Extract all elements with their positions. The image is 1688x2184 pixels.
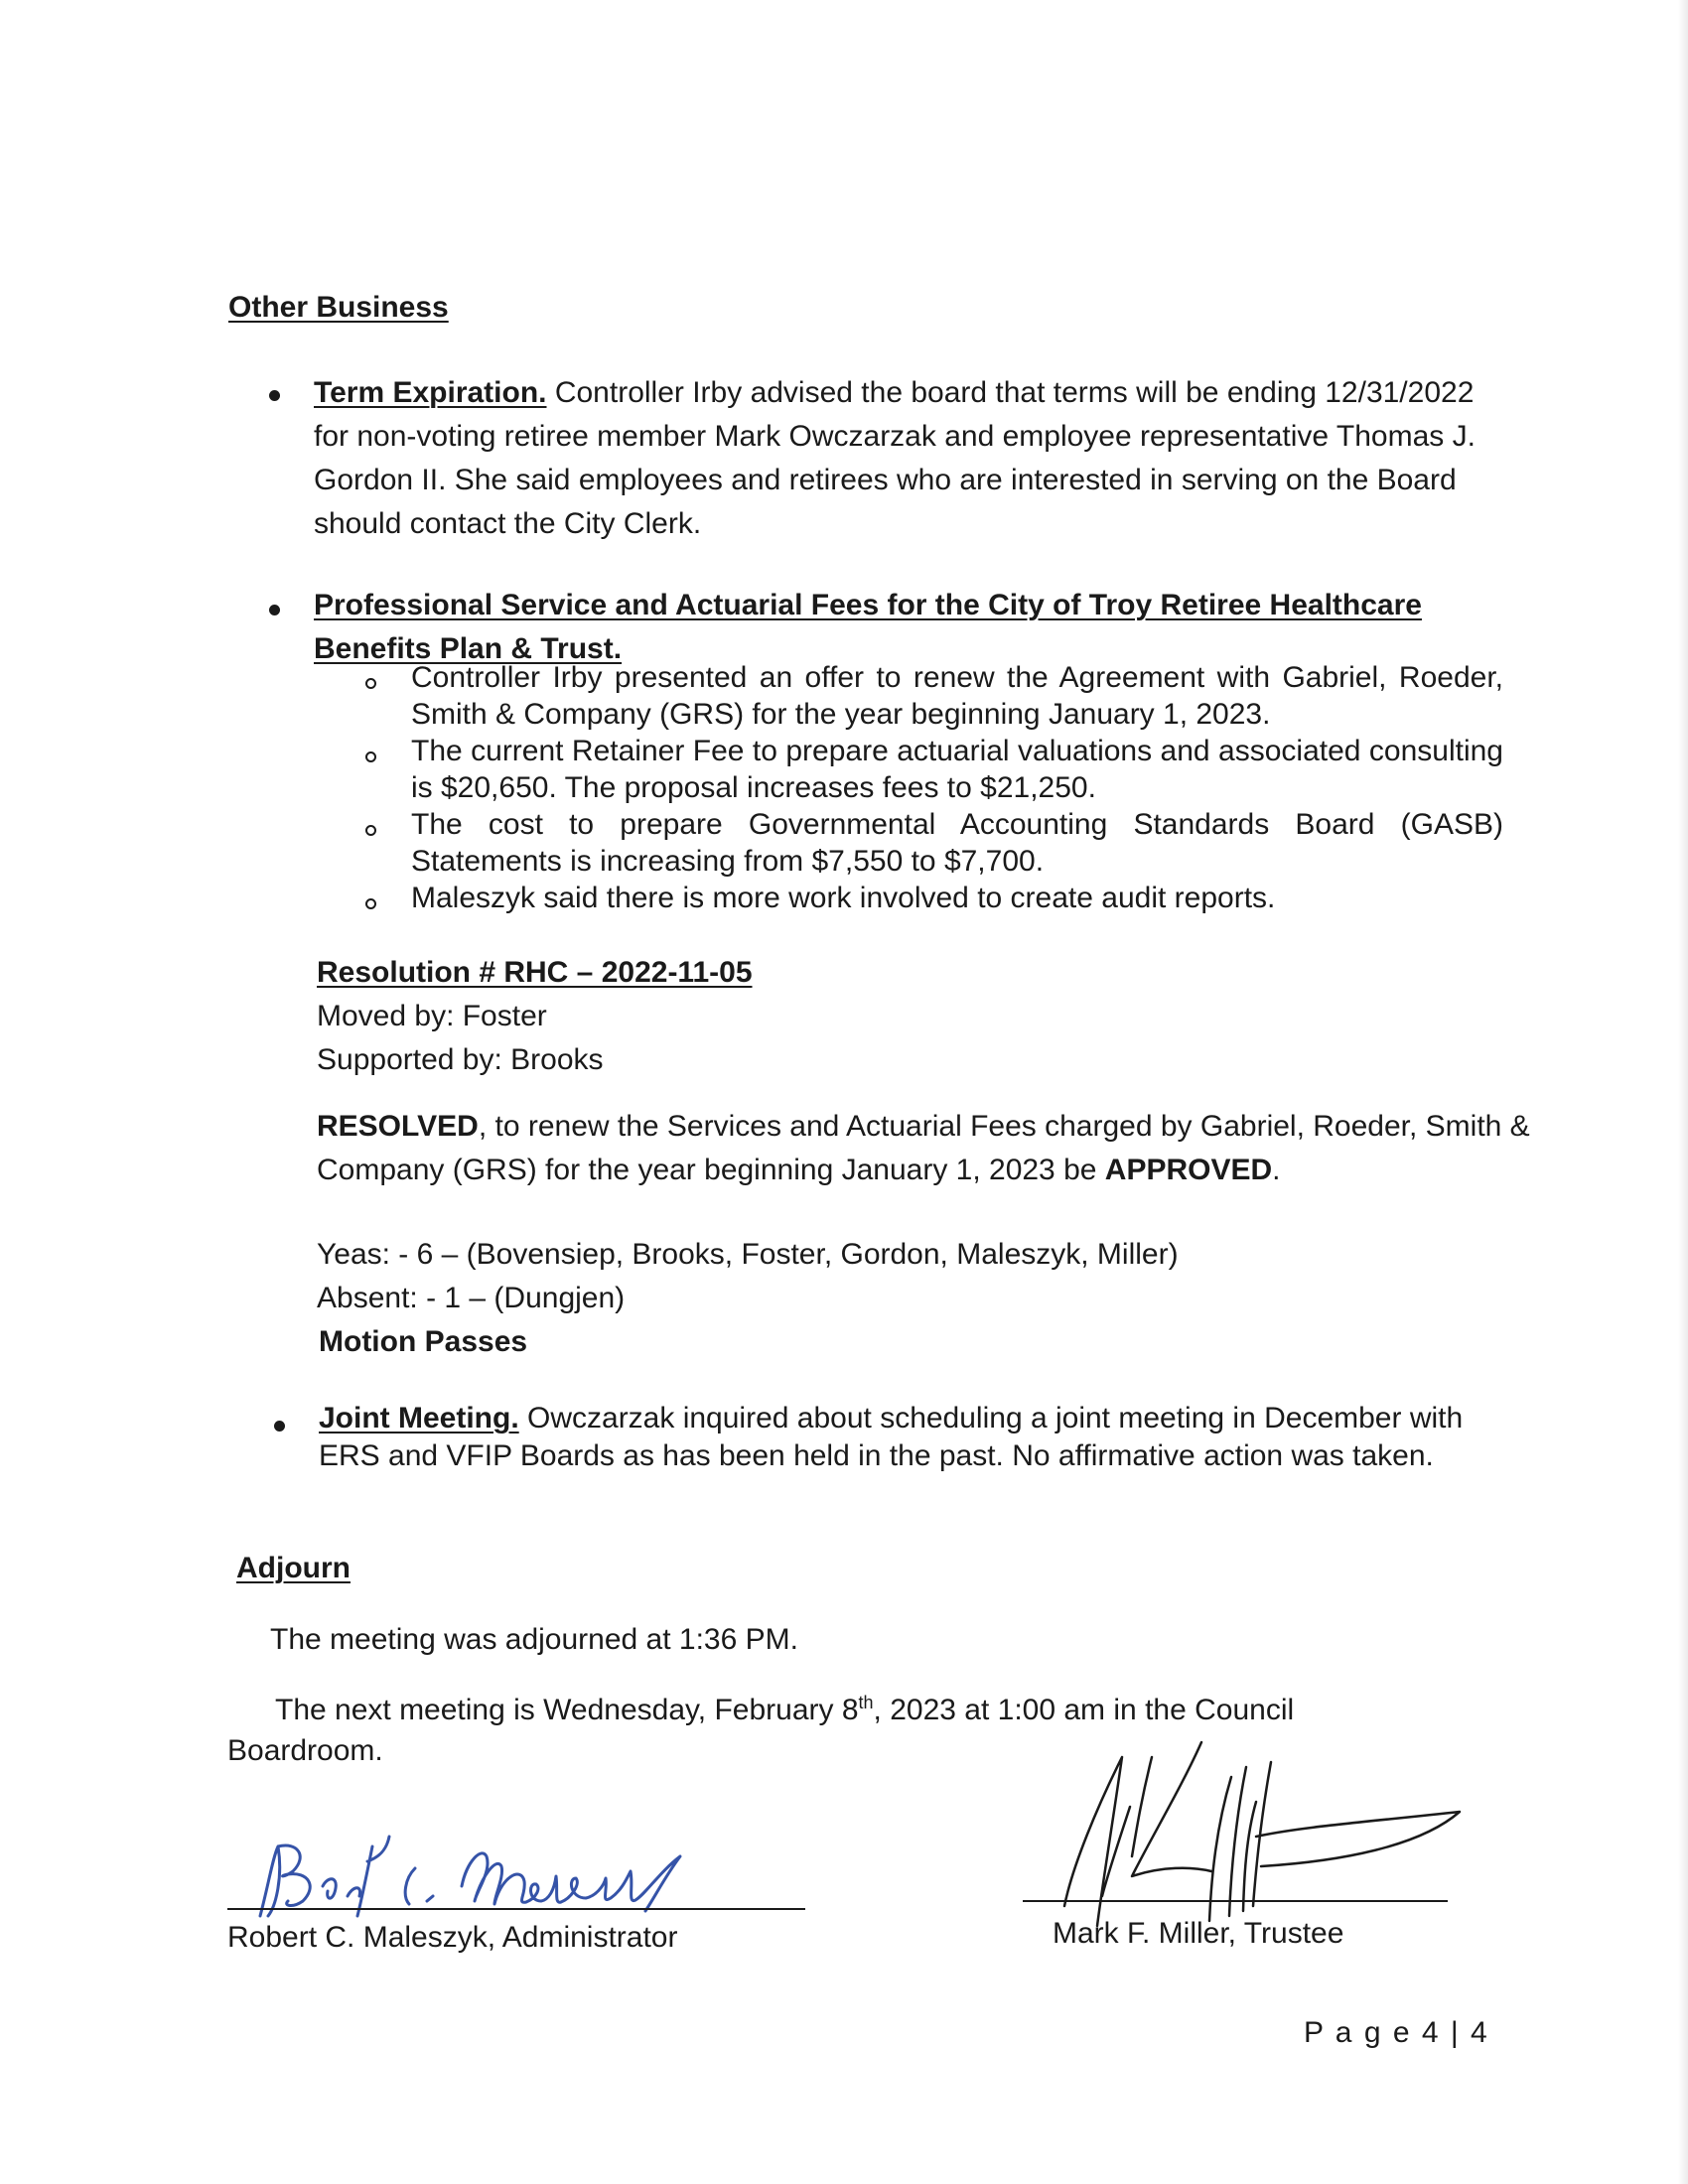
page-num: 4 | 4 xyxy=(1421,2016,1489,2049)
circle-bullet-icon xyxy=(365,825,376,836)
bullet-icon xyxy=(274,1421,285,1432)
circle-bullet-icon xyxy=(365,898,376,909)
term-expiration-title: Term Expiration. xyxy=(314,376,547,409)
next-meeting-pre: The next meeting is Wednesday, February 8 xyxy=(275,1694,859,1726)
sub-item-2: The current Retainer Fee to prepare actuarial valuations and associated consulting is $20,650. The proposal increases fees to $21,250. xyxy=(411,735,1503,804)
joint-meeting-text: Owczarzak inquired about scheduling a joint meeting in December with ERS and VFIP Boards as has been held in the past. No affirmative action was taken. xyxy=(319,1402,1464,1472)
circle-bullet-icon xyxy=(365,678,376,689)
term-expiration-text: Controller Irby advised the board that terms will be ending 12/31/2022 for non-voting retiree member Mark Owczarzak and employee representative Thomas J. Gordon II. She said employees and retirees who are interested in serving on the Board should contact the City Clerk. xyxy=(314,376,1476,540)
sub-item-3: The cost to prepare Governmental Accounting Standards Board (GASB) Statements is increasing from $7,550 to $7,700. xyxy=(411,808,1503,878)
yeas-line: Yeas: - 6 – (Bovensiep, Brooks, Foster, Gordon, Maleszyk, Miller) xyxy=(317,1238,1179,1271)
resolved-text: , to renew the Services and Actuarial Fees charged by Gabriel, Roeder, Smith & Company (GRS) for the year beginning January 1, 2023 be xyxy=(317,1110,1530,1186)
other-business-heading: Other Business xyxy=(228,291,449,324)
joint-meeting-paragraph xyxy=(319,1400,1506,1475)
joint-meeting-title: Joint Meeting. xyxy=(319,1402,519,1434)
signer-right-name: Mark F. Miller, Trustee xyxy=(1053,1917,1344,1950)
motion-passes: Motion Passes xyxy=(319,1325,528,1358)
approved-word: APPROVED xyxy=(1104,1154,1273,1186)
moved-by: Moved by: Foster xyxy=(317,1000,547,1032)
sub-item-4: Maleszyk said there is more work involved to create audit reports. xyxy=(411,882,1276,914)
approved-end: . xyxy=(1272,1154,1281,1186)
resolved-word: RESOLVED xyxy=(317,1110,479,1143)
sub-item-1: Controller Irby presented an offer to renew the Agreement with Gabriel, Roeder, Smith & Company (GRS) for the year beginning January 1, 2023. xyxy=(411,661,1503,731)
next-meeting-post: , 2023 at 1:00 am in the Council xyxy=(873,1694,1295,1726)
bullet-icon xyxy=(269,605,280,615)
page-number xyxy=(1304,2011,1489,2055)
absent-line: Absent: - 1 – (Dungjen) xyxy=(317,1282,626,1314)
adjourn-heading: Adjourn xyxy=(236,1552,351,1584)
page-edge-shadow xyxy=(1678,0,1688,2184)
professional-service-title: Professional Service and Actuarial Fees for the City of Troy Retiree Healthcare Benefits Plan & Trust. xyxy=(314,589,1422,665)
resolved-paragraph xyxy=(317,1105,1578,1192)
next-meeting-sup: th xyxy=(858,1693,874,1712)
adjourned-text: The meeting was adjourned at 1:36 PM. xyxy=(270,1623,798,1656)
supported-by: Supported by: Brooks xyxy=(317,1043,604,1076)
term-expiration-paragraph xyxy=(314,371,1501,546)
next-meeting-line2: Boardroom. xyxy=(227,1734,383,1767)
signature-line-left xyxy=(227,1908,805,1910)
page-word: P a g e xyxy=(1304,2016,1412,2049)
signer-left-name: Robert C. Maleszyk, Administrator xyxy=(227,1921,678,1954)
circle-bullet-icon xyxy=(365,751,376,762)
resolution-title: Resolution # RHC – 2022-11-05 xyxy=(317,956,753,989)
bullet-icon xyxy=(269,390,280,401)
signature-line-right xyxy=(1023,1900,1448,1902)
